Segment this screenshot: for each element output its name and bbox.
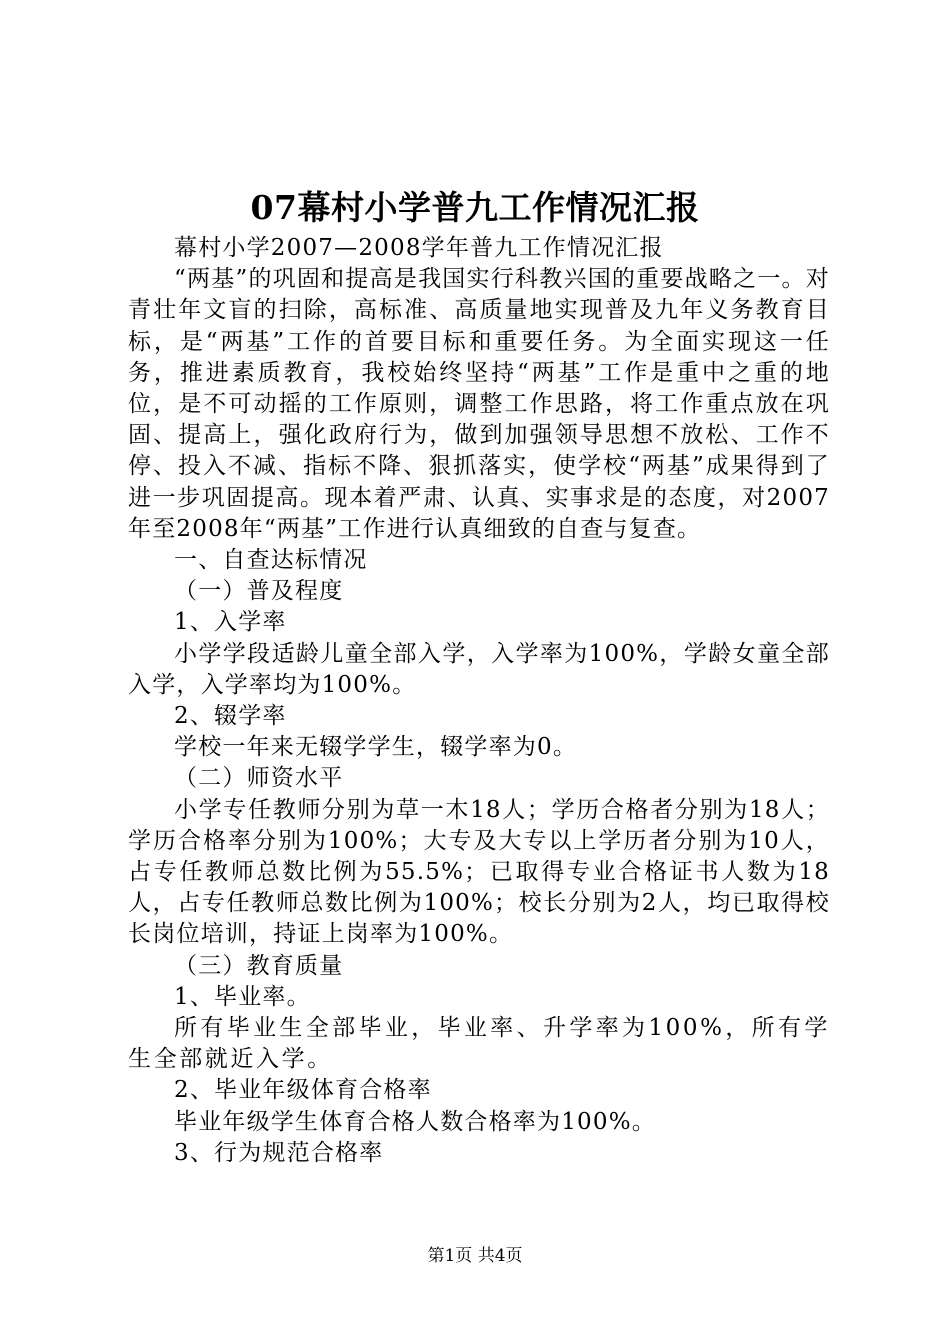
heading-conduct-pass-rate: 3、行为规范合格率	[174, 1139, 384, 1166]
heading-graduation-rate: 1、毕业率。	[174, 983, 311, 1010]
heading-subsection-1: （一）普及程度	[174, 578, 344, 605]
heading-subsection-3: （三）教育质量	[174, 952, 344, 979]
paragraph-pe-pass: 毕业年级学生体育合格人数合格率为100%。	[174, 1108, 656, 1135]
paragraph-dropout: 学校一年来无辍学学生，辍学率为0。	[174, 734, 578, 761]
document-body	[128, 233, 830, 1169]
paragraph-teachers: 小学专任教师分别为草一木18人；学历合格者分别为18人；学历合格率分别为100%；大专及大专以上学历者分别为10人，占专任教师总数比例为55.5%；已取得专业合格证书人数为18人，占专任教师总数比例为100%；校长分别为2人，均已取得校长岗位培训，持证上岗率为100%。	[128, 796, 830, 948]
paragraph-subtitle: 幕村小学2007—2008学年普九工作情况汇报	[174, 235, 664, 261]
paragraph-intro: “两基”的巩固和提高是我国实行科教兴国的重要战略之一。对青壮年文盲的扫除，高标准、高质量地实现普及九年义务教育目标，是“两基”工作的首要目标和重要任务。为全面实现这一任务，推进素质教育，我校始终坚持“两基”工作是重中之重的地位，是不可动摇的工作原则，调整工作思路，将工作重点放在巩固、提高上，强化政府行为，做到加强领导思想不放松、工作不停、投入不减、指标不降、狠抓落实，使学校“两基”成果得到了进一步巩固提高。现本着严肃、认真、实事求是的态度，对2007年至2008年“两基”工作进行认真细致的自查与复查。	[128, 266, 830, 542]
paragraph-enrollment: 小学学段适龄儿童全部入学，入学率为100%，学龄女童全部入学，入学率均为100%。	[128, 640, 830, 698]
heading-section-1: 一、自查达标情况	[174, 547, 368, 574]
heading-dropout-rate: 2、辍学率	[174, 703, 287, 730]
document-title: 07幕村小学普九工作情况汇报	[250, 188, 700, 227]
paragraph-graduation: 所有毕业生全部毕业，毕业率、升学率为100%，所有学生全部就近入学。	[128, 1015, 830, 1073]
heading-enrollment-rate: 1、入学率	[174, 609, 287, 636]
heading-subsection-2: （二）师资水平	[174, 765, 344, 792]
heading-pe-pass-rate: 2、毕业年级体育合格率	[174, 1077, 432, 1104]
page-footer: 第1页 共4页	[427, 1246, 523, 1266]
